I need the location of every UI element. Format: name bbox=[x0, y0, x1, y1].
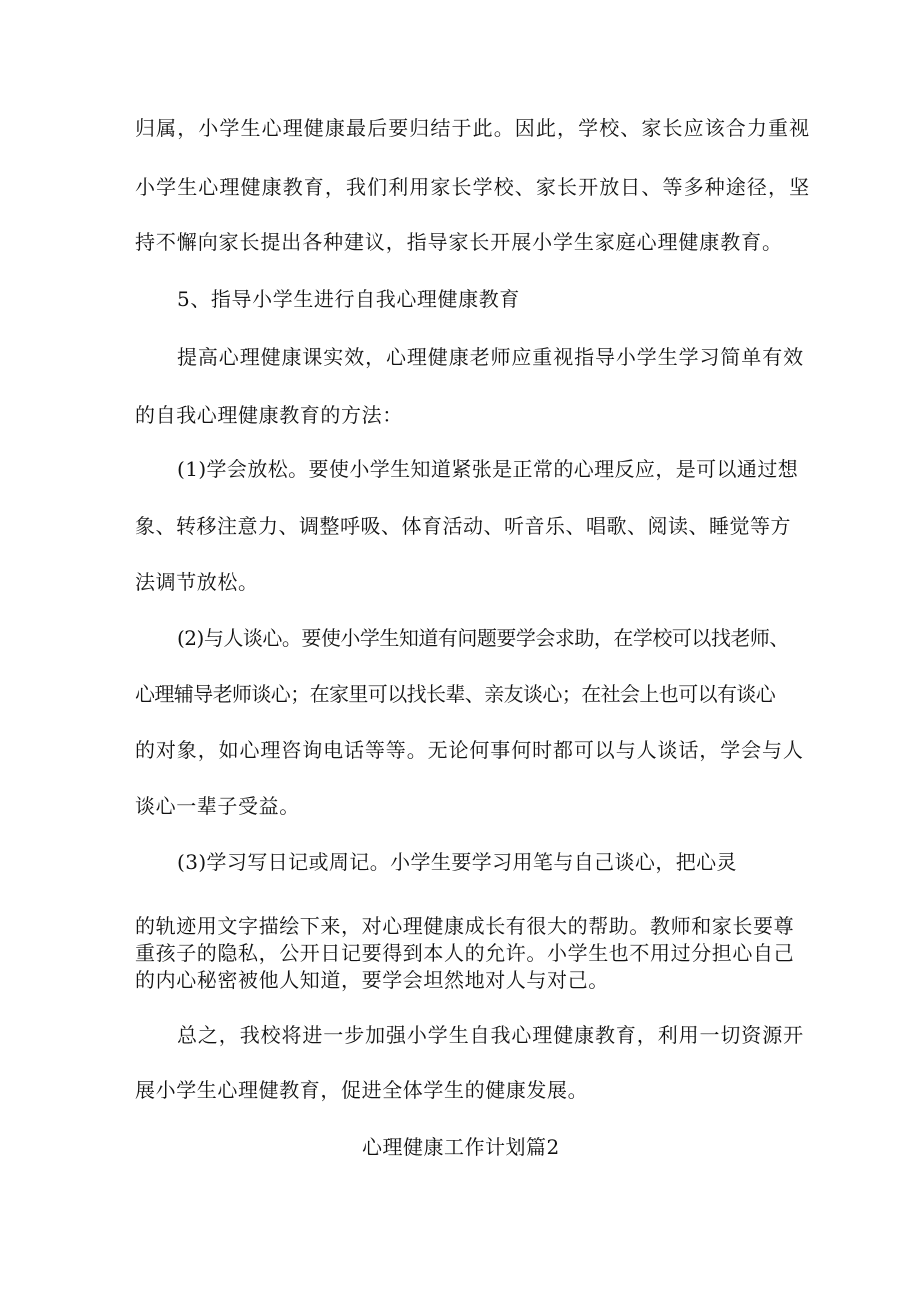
text-line: 归属，小学生心理健康最后要归结于此。因此，学校、家长应该合力重视 bbox=[135, 116, 811, 140]
text-line: 象、转移注意力、调整呼吸、体育活动、听音乐、唱歌、阅读、睡觉等方 bbox=[135, 514, 791, 538]
chapter-title: 心理健康工作计划篇2 bbox=[362, 1135, 560, 1159]
text-line: (2)与人谈心。要使小学生知道有问题要学会求助，在学校可以找老师、 bbox=[177, 626, 789, 650]
text-line: 法调节放松。 bbox=[135, 570, 259, 594]
text-line: 展小学生心理健教育，促进全体学生的健康发展。 bbox=[135, 1078, 589, 1102]
text-line: 谈心一辈子受益。 bbox=[135, 794, 300, 818]
text-line: 的对象，如心理咨询电话等等。无论何事何时都可以与人谈话，学会与人 bbox=[135, 738, 804, 762]
section-heading: 5、指导小学生进行自我心理健康教育 bbox=[177, 287, 520, 311]
text-line: (3)学习写日记或周记。小学生要学习用笔与自己谈心，把心灵 bbox=[177, 850, 737, 874]
text-line: 的轨迹用文字描绘下来，对心理健康成长有很大的帮助。教师和家长要尊 bbox=[135, 914, 795, 938]
text-line: 心理辅导老师谈心；在家里可以找长辈、亲友谈心；在社会上也可以有谈心 bbox=[135, 682, 776, 706]
text-line: 持不懈向家长提出各种建议，指导家长开展小学生家庭心理健康教育。 bbox=[135, 230, 783, 254]
text-line: 重孩子的隐私，公开日记要得到本人的允许。小学生也不用过分担心自己 bbox=[135, 941, 795, 965]
text-line: 提高心理健康课实效，心理健康老师应重视指导小学生学习简单有效 bbox=[177, 345, 804, 369]
text-line: 总之，我校将进一步加强小学生自我心理健康教育，利用一切资源开 bbox=[177, 1023, 804, 1047]
text-line: 的内心秘密被他人知道，要学会坦然地对人与对己。 bbox=[135, 968, 609, 992]
text-line: (1)学会放松。要使小学生知道紧张是正常的心理反应，是可以通过想 bbox=[177, 457, 799, 481]
text-line: 小学生心理健康教育，我们利用家长学校、家长开放日、等多种途径，坚 bbox=[135, 175, 811, 199]
text-line: 的自我心理健康教育的方法： bbox=[135, 403, 403, 427]
